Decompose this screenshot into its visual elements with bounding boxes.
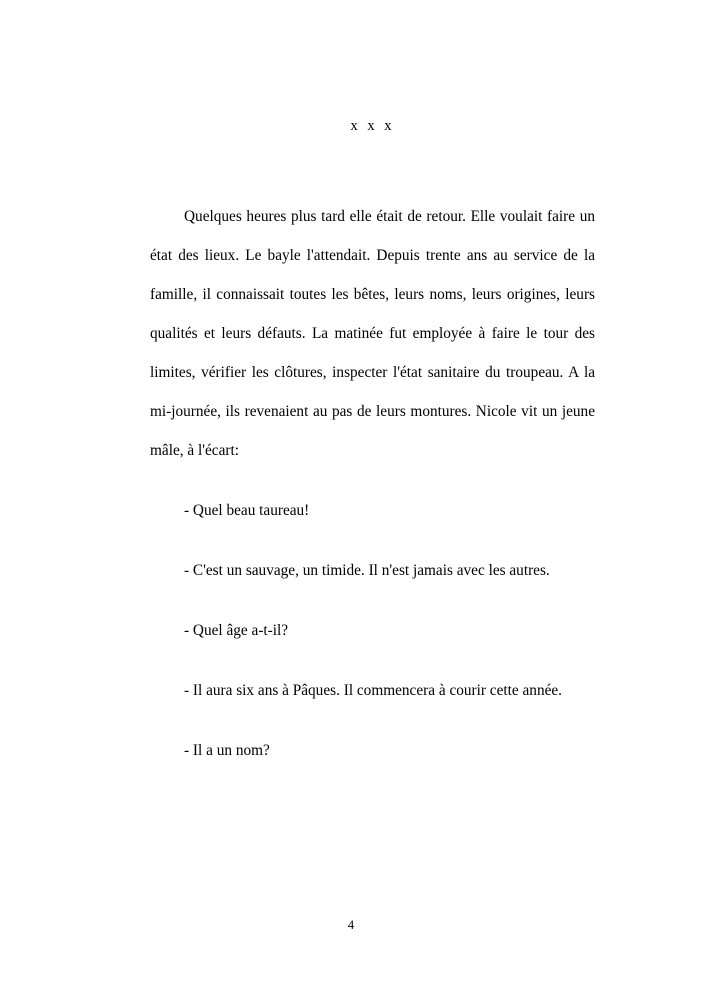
dialogue-line: - Quel beau taureau!: [184, 502, 310, 519]
page-number: 4: [347, 918, 355, 932]
scene-break-marker: x x x: [350, 118, 395, 134]
dialogue-line: - C'est un sauvage, un timide. Il n'est jamais avec les autres.: [184, 562, 550, 579]
dialogue-line: - Il a un nom?: [184, 742, 270, 759]
body-paragraph: Quelques heures plus tard elle était de retour. Elle voulait faire un état des lieux. Le bayle l'attendait. Depuis trente ans au service de la famille, il connaissait toutes les bêtes, leurs noms, leurs origines, leurs qualités et leurs défauts. La matinée fut employée à faire le tour des limites, vérifier les clôtures, inspecter l'état sanitaire du troupeau. A la mi-journée, ils revenaient au pas de leurs montures. Nicole vit un jeune mâle, à l'écart:: [150, 208, 595, 459]
dialogue-line: - Il aura six ans à Pâques. Il commencera à courir cette année.: [184, 682, 562, 699]
page-content: [150, 0, 595, 770]
dialogue-line: - Quel âge a-t-il?: [184, 622, 289, 639]
